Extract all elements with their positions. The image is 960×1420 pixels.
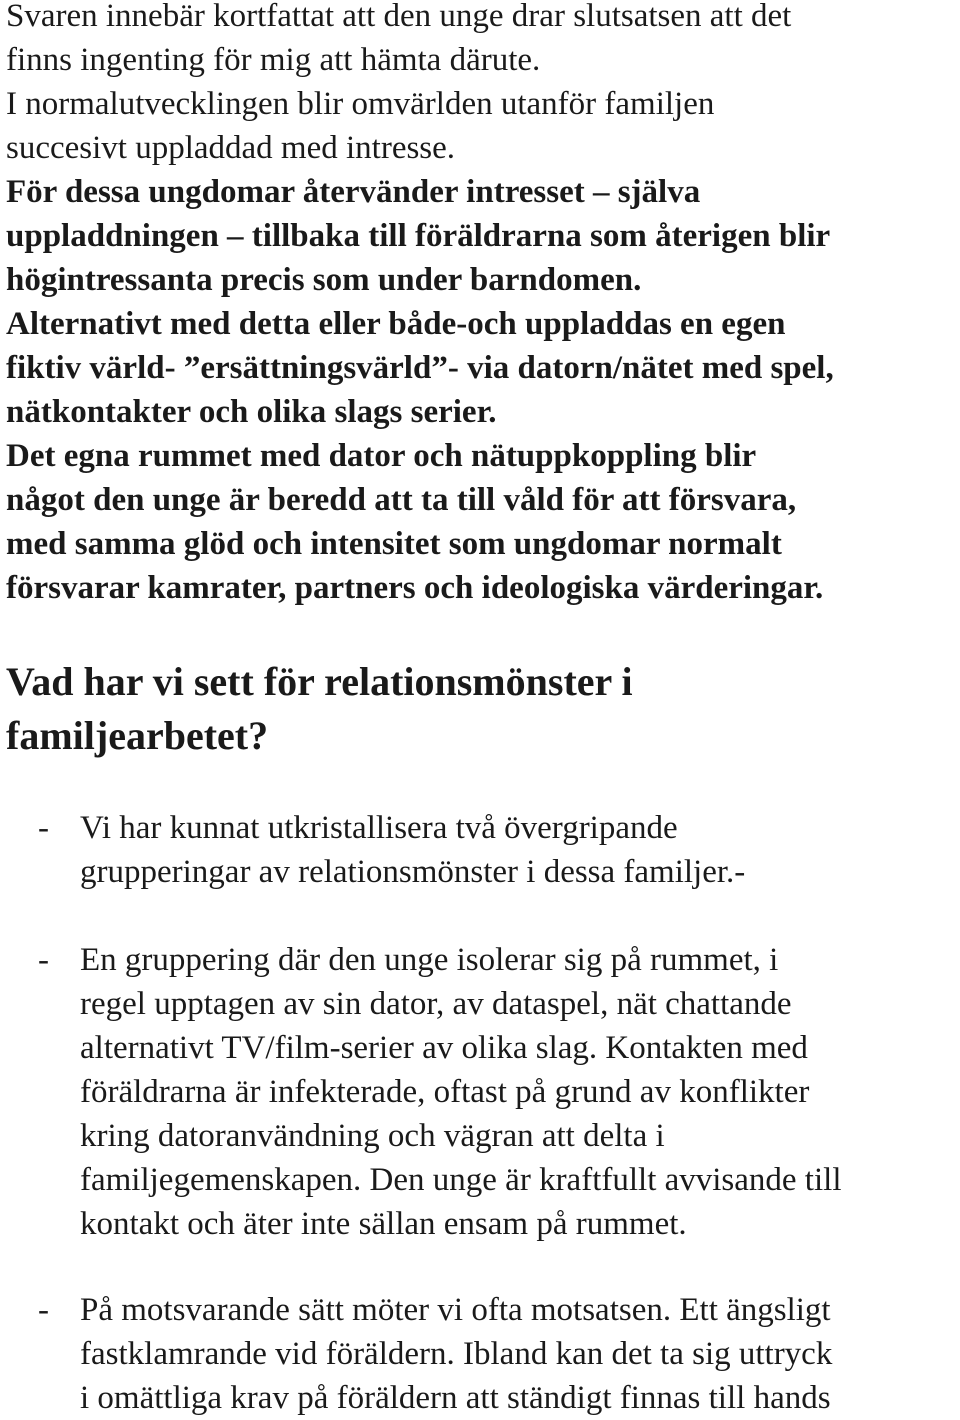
bold-line: fiktiv värld- ”ersättningsvärld”- via datorn/nätet med spel,	[6, 350, 834, 386]
bold-line: med samma glöd och intensitet som ungdomar normalt	[6, 526, 782, 562]
bullet-line: familjegemenskapen. Den unge är kraftfullt avvisande till	[80, 1162, 842, 1198]
heading-line: Vad har vi sett för relationsmönster i	[6, 659, 633, 704]
intro-line: Svaren innebär kortfattat att den unge drar slutsatsen att det	[6, 0, 792, 34]
intro-line: I normalutvecklingen blir omvärlden utanför familjen	[6, 86, 715, 122]
bold-line: högintressanta precis som under barndomen.	[6, 262, 642, 298]
bold-line: försvarar kamrater, partners och ideologiska värderingar.	[6, 570, 824, 606]
bullet-line: föräldrarna är infekterade, oftast på grund av konflikter	[80, 1074, 810, 1110]
bold-line: Det egna rummet med dator och nätuppkoppling blir	[6, 438, 757, 474]
bullet-marker: -	[38, 810, 49, 846]
bold-line: något den unge är beredd att ta till våld för att försvara,	[6, 482, 797, 518]
bold-line: Alternativt med detta eller både-och uppladdas en egen	[6, 306, 786, 342]
bold-line: uppladdningen – tillbaka till föräldrarna som återigen blir	[6, 218, 831, 254]
bullet-marker: -	[38, 942, 49, 978]
bullet-line: Vi har kunnat utkristallisera två övergripande	[80, 810, 678, 846]
bullet-line: kontakt och äter inte sällan ensam på rummet.	[80, 1206, 687, 1242]
intro-line: succesivt uppladdad med intresse.	[6, 130, 456, 166]
bullet-marker: -	[38, 1292, 49, 1328]
bullet-line: kring datoranvändning och vägran att delta i	[80, 1118, 665, 1154]
bullet-line: En gruppering där den unge isolerar sig på rummet, i	[80, 942, 779, 978]
bullet-line: På motsvarande sätt möter vi ofta motsatsen. Ett ängsligt	[80, 1292, 831, 1328]
bullet-line: regel upptagen av sin dator, av dataspel, nät chattande	[80, 986, 792, 1022]
bullet-line: i omättliga krav på föräldern att ständigt finnas till hands	[80, 1380, 831, 1416]
bullet-line: alternativt TV/film-serier av olika slag. Kontakten med	[80, 1030, 808, 1066]
bullet-line: grupperingar av relationsmönster i dessa familjer.-	[80, 854, 746, 890]
heading-line: familjearbetet?	[6, 713, 269, 758]
intro-line: finns ingenting för mig att hämta därute.	[6, 42, 541, 78]
bullet-line: fastklamrande vid föräldern. Ibland kan det ta sig uttryck	[80, 1336, 833, 1372]
bold-line: För dessa ungdomar återvänder intresset – själva	[6, 174, 701, 210]
bold-line: nätkontakter och olika slags serier.	[6, 394, 497, 430]
